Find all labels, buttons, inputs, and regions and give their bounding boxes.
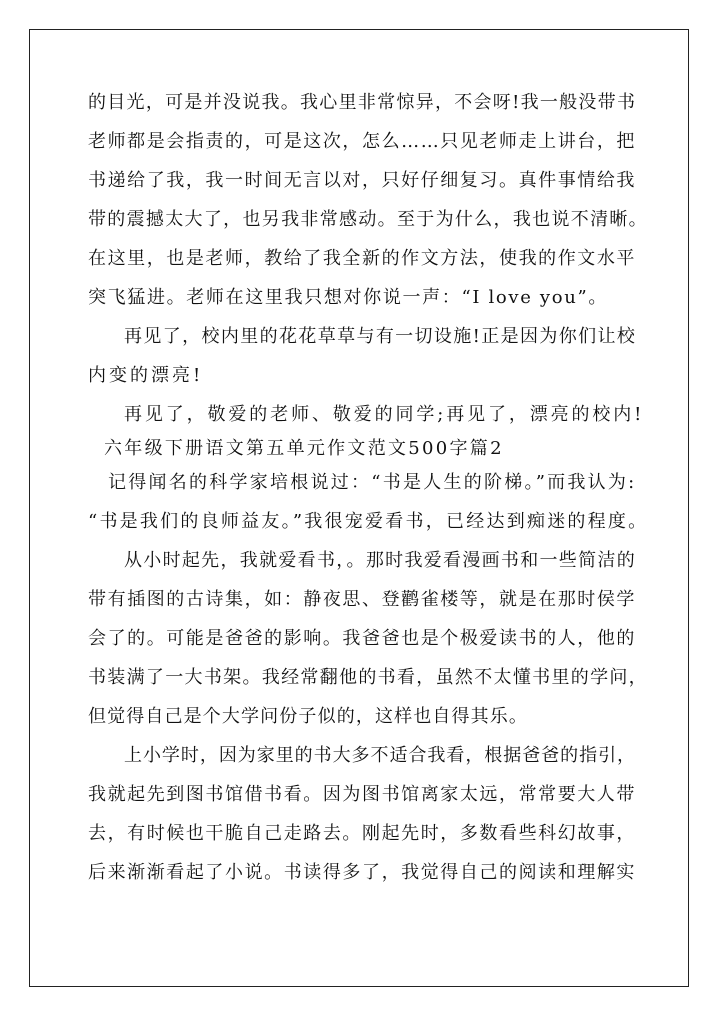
- text-line-7: 再见了，校内里的花花草草与有一切设施!正是因为你们让校: [124, 326, 637, 347]
- text-line-13: 从小时起先，我就爱看书，。那时我爱看漫画书和一些简洁的: [124, 550, 636, 571]
- text-line-2: 老师都是会指责的，可是这次，怎么……只见老师走上讲台，把: [88, 131, 636, 152]
- text-line-4: 带的震撼太大了，也另我非常感动。至于为什么，我也说不清晰。: [88, 209, 648, 230]
- text-line-5: 在这里，也是老师，教给了我全新的作文方法，使我的作文水平: [88, 248, 636, 269]
- section-heading: 六年级下册语文第五单元作文范文500字篇2: [104, 438, 504, 459]
- text-line-9: 再见了，敬爱的老师、敬爱的同学;再见了，漂亮的校内!: [124, 404, 645, 425]
- text-line-15: 会了的。可能是爸爸的影响。我爸爸也是个极爱读书的人，他的: [88, 628, 636, 649]
- text-line-8: 内变的漂亮!: [88, 365, 204, 386]
- text-line-19: 我就起先到图书馆借书看。因为图书馆离家太远，常常要大人带: [88, 784, 636, 805]
- text-line-14: 带有插图的古诗集，如：静夜思、登鹳雀楼等，就是在那时侯学: [88, 589, 636, 610]
- text-line-20: 去，有时候也干脆自己走路去。刚起先时，多数看些科幻故事，: [88, 823, 636, 844]
- text-line-11: 记得闻名的科学家培根说过：“书是人生的阶梯。”而我认为:: [108, 472, 637, 493]
- text-line-12: “书是我们的良师益友。”我很宠爱看书，已经达到痴迷的程度。: [88, 511, 649, 532]
- text-line-1: 的目光，可是并没说我。我心里非常惊异，不会呀!我一般没带书: [88, 92, 637, 113]
- text-line-21: 后来渐渐看起了小说。书读得多了，我觉得自己的阅读和理解实: [88, 862, 636, 883]
- text-line-6: 突飞猛进。老师在这里我只想对你说一声：“I love you”。: [88, 287, 608, 308]
- text-line-3: 书递给了我，我一时间无言以对，只好仔细复习。真件事情给我: [88, 170, 636, 191]
- text-line-17: 但觉得自己是个大学问份子似的，这样也自得其乐。: [88, 706, 528, 727]
- text-line-16: 书装满了一大书架。我经常翻他的书看，虽然不太懂书里的学问，: [88, 667, 648, 688]
- text-line-18: 上小学时，因为家里的书大多不适合我看，根据爸爸的指引，: [124, 745, 636, 766]
